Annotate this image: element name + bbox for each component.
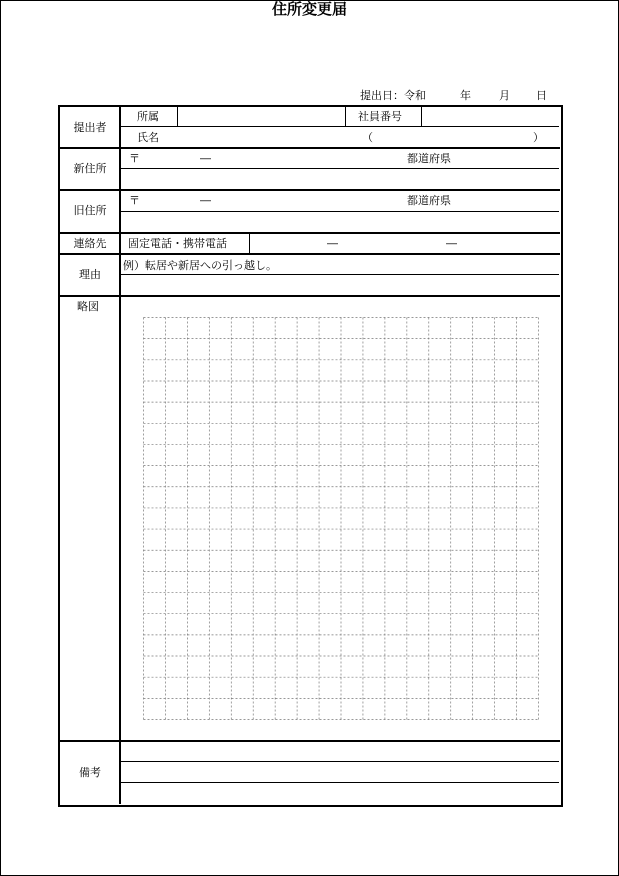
new-address-label: 新住所 bbox=[73, 162, 107, 175]
map-grid[interactable] bbox=[143, 317, 539, 720]
department-field[interactable] bbox=[179, 108, 343, 125]
remarks-label: 備考 bbox=[79, 766, 101, 779]
new-address-postal-field[interactable] bbox=[121, 149, 558, 167]
form-title: 住所変更届 bbox=[271, 0, 347, 18]
contact-dash-2: ― bbox=[446, 237, 457, 250]
new-address-postal-dash: ― bbox=[200, 152, 211, 165]
new-address-prefecture: 都道府県 bbox=[407, 152, 451, 165]
reason-label: 理由 bbox=[79, 268, 101, 281]
employee-no-right-divider bbox=[421, 107, 422, 126]
contact-dash-1: ― bbox=[327, 237, 338, 250]
department-cell-divider bbox=[177, 107, 178, 126]
old-address-street-field[interactable] bbox=[121, 213, 558, 231]
new-address-row-divider bbox=[120, 168, 559, 169]
new-address-street-field[interactable] bbox=[121, 170, 558, 188]
employee-no-field[interactable] bbox=[423, 108, 557, 125]
employee-no-left-divider bbox=[345, 107, 346, 126]
old-address-postal-dash: ― bbox=[200, 194, 211, 207]
submit-year-label: 年 bbox=[460, 89, 471, 102]
reason-example: 例）転居や新居への引っ越し。 bbox=[123, 259, 277, 272]
map-label: 略図 bbox=[77, 300, 99, 313]
name-label: 氏名 bbox=[137, 131, 159, 144]
separator-old-address bbox=[59, 232, 560, 234]
old-address-prefecture: 都道府県 bbox=[407, 194, 451, 207]
old-address-postal-field[interactable] bbox=[121, 191, 558, 210]
remarks-field-line-2[interactable] bbox=[121, 763, 558, 781]
employee-no-label: 社員番号 bbox=[358, 110, 402, 123]
contact-phone-type: 固定電話・携帯電話 bbox=[128, 237, 227, 250]
separator-reason bbox=[59, 295, 560, 297]
new-address-postal-mark: 〒 bbox=[129, 152, 140, 165]
remarks-row-divider-2 bbox=[120, 782, 559, 783]
old-address-postal-mark: 〒 bbox=[129, 194, 140, 207]
old-address-label: 旧住所 bbox=[73, 204, 107, 217]
name-paren-open: （ bbox=[362, 131, 373, 144]
submitter-label: 提出者 bbox=[73, 121, 107, 134]
submit-day-label: 日 bbox=[536, 89, 547, 102]
reason-field-line-1[interactable] bbox=[121, 255, 558, 273]
submit-month-label: 月 bbox=[499, 89, 510, 102]
contact-label: 連絡先 bbox=[73, 237, 107, 250]
remarks-field-line-3[interactable] bbox=[121, 784, 558, 802]
name-paren-close: ） bbox=[533, 131, 544, 144]
contact-phone-field[interactable] bbox=[251, 235, 558, 252]
contact-cell-divider bbox=[249, 234, 250, 253]
old-address-row-divider bbox=[120, 211, 559, 212]
remarks-field-line-1[interactable] bbox=[121, 742, 558, 760]
department-label: 所属 bbox=[137, 110, 159, 123]
reason-field-line-2[interactable] bbox=[121, 276, 558, 294]
reason-row-divider bbox=[120, 274, 559, 275]
submitter-row-divider bbox=[120, 126, 559, 127]
submit-date-label: 提出日：令和 bbox=[360, 89, 426, 102]
remarks-row-divider-1 bbox=[120, 761, 559, 762]
